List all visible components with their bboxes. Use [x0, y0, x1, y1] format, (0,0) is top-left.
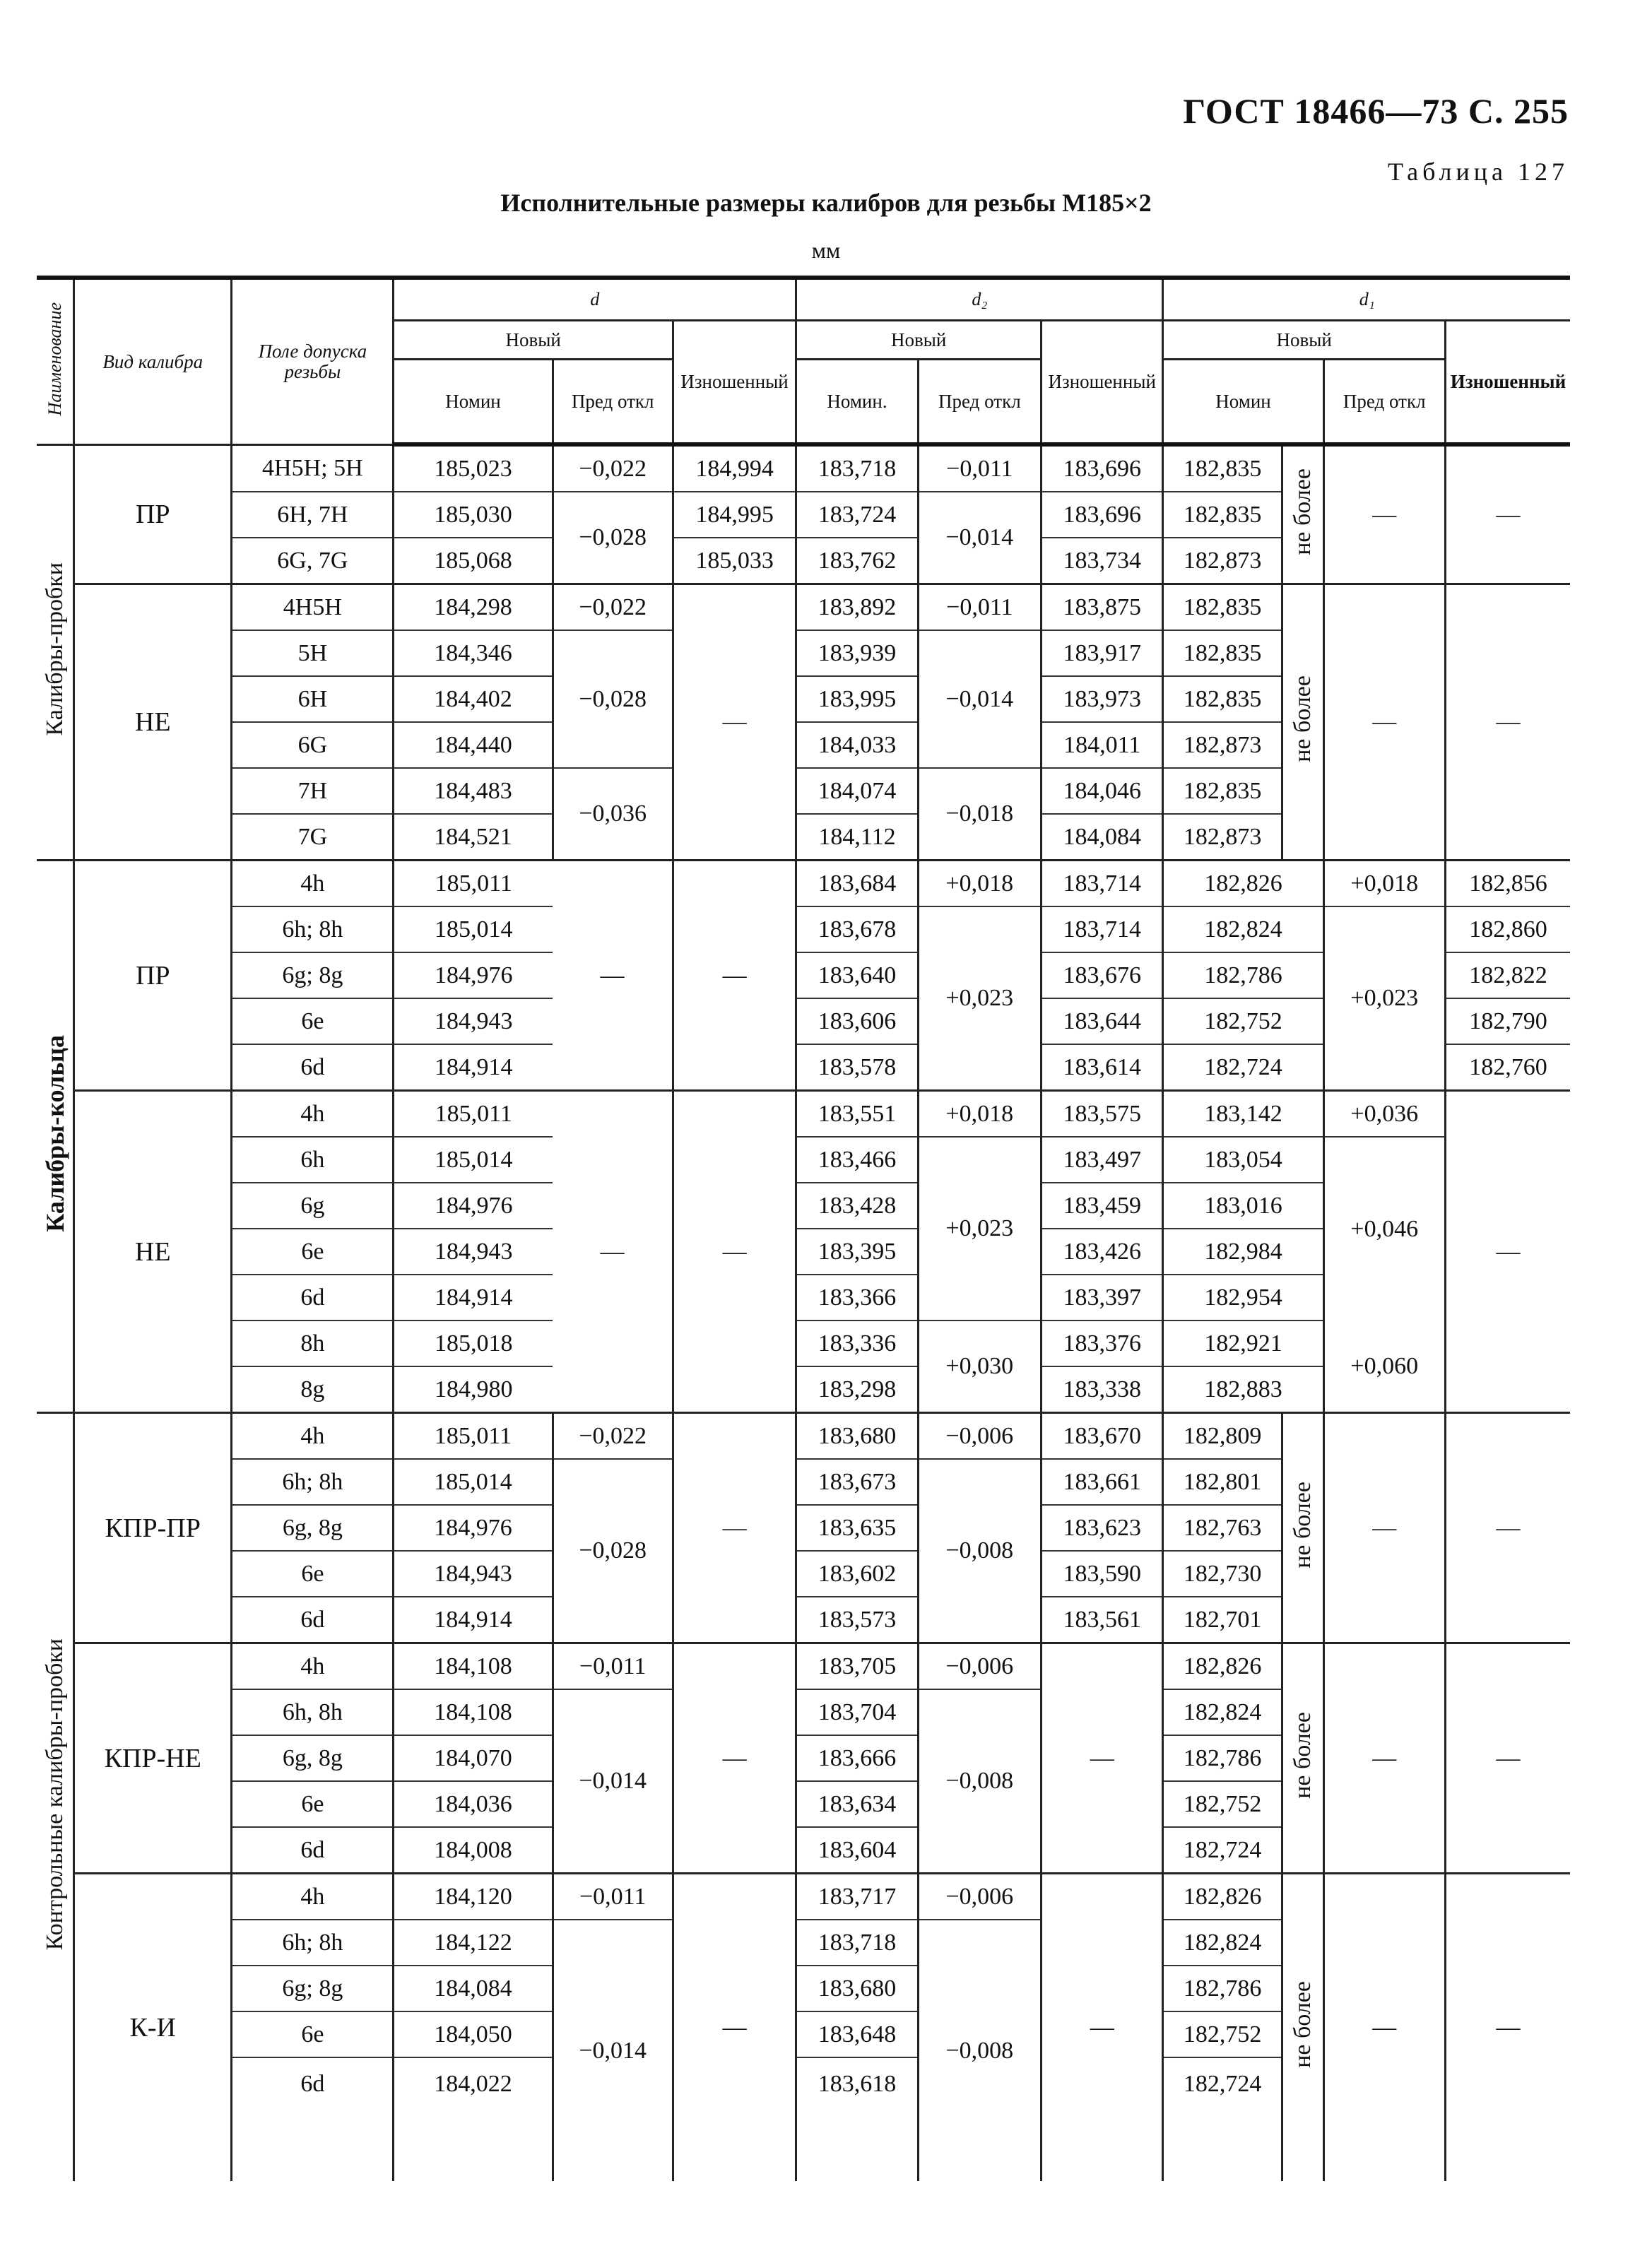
- cell-d2-dev: −0,018: [918, 768, 1041, 861]
- cell-d2-dev: +0,018: [918, 861, 1041, 907]
- cell-d2-dev: +0,023: [918, 906, 1041, 1091]
- cell-d2: 183,634: [796, 1781, 918, 1827]
- cell-field: 6G: [232, 722, 394, 768]
- cell-d2: 183,705: [796, 1643, 918, 1690]
- cell-d-dev: −0,028: [553, 492, 673, 584]
- cell-d: 184,070: [394, 1735, 553, 1781]
- cell-d2-worn: 183,426: [1042, 1229, 1163, 1275]
- cell-field: 6Н, 7Н: [232, 492, 394, 538]
- cell-d2-dev: +0,030: [918, 1320, 1041, 1413]
- cell-field: 4h: [232, 1413, 394, 1460]
- cell-d1: 183,142: [1163, 1091, 1323, 1138]
- cell-d2-worn: 183,590: [1042, 1551, 1163, 1597]
- cell-d2-worn: 183,734: [1042, 538, 1163, 584]
- cell-d-worn: 184,994: [673, 444, 796, 492]
- cell-d1: 182,824: [1163, 1689, 1282, 1735]
- cell-d: 184,483: [394, 768, 553, 814]
- cell-field: 6g, 8g: [232, 1735, 394, 1781]
- cell-d1-dev: —: [1323, 444, 1445, 584]
- cell-d: 184,036: [394, 1781, 553, 1827]
- cell-d1-worn: 182,856: [1445, 861, 1570, 907]
- table-number: Таблица 127: [1388, 158, 1569, 186]
- kind-kpr-pr: КПР-ПР: [74, 1413, 232, 1643]
- cell-field: 8h: [232, 1320, 394, 1366]
- cell-d1: 182,824: [1163, 906, 1323, 952]
- cell-field: 6d: [232, 1275, 394, 1320]
- cell-field: 4h: [232, 1091, 394, 1138]
- cell-d: 184,976: [394, 1183, 553, 1229]
- col-header-d1: d₁: [1163, 278, 1570, 321]
- cell-d2: 183,336: [796, 1320, 918, 1366]
- cell-d2-worn: —: [1042, 1643, 1163, 1874]
- cell-d: 184,914: [394, 1275, 553, 1320]
- cell-d-worn: —: [673, 1413, 796, 1643]
- col-header-d2-new: Новый: [796, 321, 1042, 360]
- cell-field: 6G, 7G: [232, 538, 394, 584]
- col-header-d-new: Новый: [394, 321, 673, 360]
- ne-bolee-label: не более: [1282, 444, 1323, 584]
- cell-d2-worn: —: [1042, 1874, 1163, 2182]
- cell-d: 185,023: [394, 444, 553, 492]
- cell-d: 184,914: [394, 1044, 553, 1091]
- cell-d2: 183,573: [796, 1597, 918, 1643]
- cell-field: 6h; 8h: [232, 1459, 394, 1505]
- cell-field: 6е: [232, 1551, 394, 1597]
- cell-d: 184,022: [394, 2057, 553, 2181]
- cell-d2: 183,606: [796, 998, 918, 1044]
- cell-d: 185,014: [394, 1137, 553, 1183]
- cell-d-dev: —: [553, 1091, 673, 1413]
- table-row: [37, 1137, 1570, 1183]
- cell-d: 184,120: [394, 1874, 553, 1920]
- cell-d2-worn: 183,661: [1042, 1459, 1163, 1505]
- cell-d1: 183,054: [1163, 1137, 1323, 1183]
- cell-d2: 183,640: [796, 952, 918, 998]
- cell-d1: 182,954: [1163, 1275, 1323, 1320]
- cell-d-dev: −0,022: [553, 584, 673, 631]
- cell-d2-dev: +0,018: [918, 1091, 1041, 1138]
- cell-d1: 182,809: [1163, 1413, 1282, 1460]
- cell-d: 184,440: [394, 722, 553, 768]
- cell-d: 184,521: [394, 814, 553, 861]
- cell-d2: 183,298: [796, 1366, 918, 1413]
- cell-field: 6d: [232, 2057, 394, 2181]
- table-row: [37, 1413, 1570, 1460]
- col-header-d2: d₂: [796, 278, 1163, 321]
- cell-field: 7G: [232, 814, 394, 861]
- cell-d2: 183,718: [796, 1920, 918, 1966]
- cell-d2: 184,074: [796, 768, 918, 814]
- cell-d1: 182,835: [1163, 630, 1282, 676]
- table-row: [37, 1320, 1570, 1366]
- cell-d: 184,943: [394, 1229, 553, 1275]
- cell-d: 184,943: [394, 1551, 553, 1597]
- cell-field: 6h; 8h: [232, 1920, 394, 1966]
- cell-d1: 182,786: [1163, 1735, 1282, 1781]
- cell-d2-worn: 184,084: [1042, 814, 1163, 861]
- cell-d2: 183,635: [796, 1505, 918, 1551]
- cell-d1-dev: +0,046: [1323, 1137, 1445, 1320]
- cell-d2-dev: −0,008: [918, 1689, 1041, 1874]
- cell-d1-worn: 182,860: [1445, 906, 1570, 952]
- cell-d2: 183,466: [796, 1137, 918, 1183]
- cell-field: 6d: [232, 1044, 394, 1091]
- cell-d1: 182,752: [1163, 1781, 1282, 1827]
- cell-field: 6g, 8g: [232, 1505, 394, 1551]
- cell-d2-dev: −0,006: [918, 1643, 1041, 1690]
- cell-field: 7Н: [232, 768, 394, 814]
- kind-ne-ring: НЕ: [74, 1091, 232, 1413]
- kind-pr-ring: ПР: [74, 861, 232, 1091]
- cell-d: 184,298: [394, 584, 553, 631]
- kind-k-i: К-И: [74, 1874, 232, 2182]
- cell-d2-worn: 184,046: [1042, 768, 1163, 814]
- cell-field: 4h: [232, 1874, 394, 1920]
- cell-field: 4Н5Н: [232, 584, 394, 631]
- cell-d: 184,402: [394, 676, 553, 722]
- cell-d: 185,030: [394, 492, 553, 538]
- cell-d-dev: —: [553, 861, 673, 1091]
- cell-d-dev: −0,036: [553, 768, 673, 861]
- cell-d2: 183,684: [796, 861, 918, 907]
- cell-d: 184,943: [394, 998, 553, 1044]
- cell-d1: 182,786: [1163, 952, 1323, 998]
- table-row: [37, 444, 1570, 492]
- col-header-d-nominal: Номин: [394, 360, 553, 445]
- cell-d1: 182,826: [1163, 1874, 1282, 1920]
- cell-d-dev: −0,011: [553, 1643, 673, 1690]
- cell-d2-worn: 183,644: [1042, 998, 1163, 1044]
- cell-d2-worn: 183,875: [1042, 584, 1163, 631]
- data-table: [37, 276, 1570, 2181]
- cell-d-dev: −0,011: [553, 1874, 673, 1920]
- cell-d2-dev: −0,011: [918, 584, 1041, 631]
- cell-d1: 182,826: [1163, 861, 1323, 907]
- cell-d1-dev: +0,036: [1323, 1091, 1445, 1138]
- cell-d2: 183,648: [796, 2011, 918, 2057]
- cell-d: 184,976: [394, 1505, 553, 1551]
- cell-d1: 182,752: [1163, 2011, 1282, 2057]
- cell-d2-worn: 183,614: [1042, 1044, 1163, 1091]
- cell-d2-dev: −0,006: [918, 1413, 1041, 1460]
- cell-d1: 182,873: [1163, 538, 1282, 584]
- cell-d1-worn: —: [1445, 1643, 1570, 1874]
- col-header-d1-new: Новый: [1163, 321, 1445, 360]
- cell-d2: 183,673: [796, 1459, 918, 1505]
- cell-d2-worn: 183,397: [1042, 1275, 1163, 1320]
- cell-d2: 183,366: [796, 1275, 918, 1320]
- cell-d2: 183,578: [796, 1044, 918, 1091]
- cell-d1-dev: +0,018: [1323, 861, 1445, 907]
- cell-field: 6h; 8h: [232, 906, 394, 952]
- cell-d2-dev: −0,008: [918, 1459, 1041, 1643]
- cell-d-worn: —: [673, 1643, 796, 1874]
- cell-d1: 182,724: [1163, 1044, 1323, 1091]
- group-label-kontr: Контрольные калибры-пробки: [37, 1413, 74, 2182]
- cell-d2-dev: +0,023: [918, 1137, 1041, 1320]
- cell-field: 6е: [232, 2011, 394, 2057]
- group-label-probki: Калибры-пробки: [37, 444, 74, 861]
- cell-d1: 182,724: [1163, 1827, 1282, 1874]
- cell-d1: 182,835: [1163, 768, 1282, 814]
- cell-d: 185,011: [394, 1091, 553, 1138]
- cell-d: 185,014: [394, 1459, 553, 1505]
- cell-d: 184,346: [394, 630, 553, 676]
- group-label-koltsa: Калибры-кольца: [37, 861, 74, 1413]
- cell-field: 4h: [232, 1643, 394, 1690]
- cell-d2-worn: 183,670: [1042, 1413, 1163, 1460]
- kind-kpr-ne: КПР-НЕ: [74, 1643, 232, 1874]
- cell-d-worn: —: [673, 1091, 796, 1413]
- cell-d-worn: 184,995: [673, 492, 796, 538]
- cell-d2-dev: −0,006: [918, 1874, 1041, 1920]
- table-row: [37, 1643, 1570, 1690]
- cell-d2: 183,939: [796, 630, 918, 676]
- cell-d2: 183,995: [796, 676, 918, 722]
- cell-field: 6е: [232, 1781, 394, 1827]
- cell-d2-worn: 183,696: [1042, 492, 1163, 538]
- cell-d: 184,122: [394, 1920, 553, 1966]
- ne-bolee-label: не более: [1282, 1874, 1323, 2182]
- cell-d: 184,980: [394, 1366, 553, 1413]
- cell-field: 6d: [232, 1827, 394, 1874]
- cell-d1: 182,786: [1163, 1966, 1282, 2011]
- cell-d2-worn: 183,696: [1042, 444, 1163, 492]
- gauge-dimensions-table: [37, 276, 1570, 2169]
- cell-d1-worn: —: [1445, 584, 1570, 861]
- cell-d2-worn: 183,714: [1042, 861, 1163, 907]
- cell-d2: 183,678: [796, 906, 918, 952]
- ne-bolee-label: не более: [1282, 584, 1323, 861]
- cell-d2: 184,033: [796, 722, 918, 768]
- cell-d: 185,018: [394, 1320, 553, 1366]
- cell-d2-worn: 184,011: [1042, 722, 1163, 768]
- cell-d1: 182,873: [1163, 814, 1282, 861]
- cell-d1: 182,763: [1163, 1505, 1282, 1551]
- cell-d: 185,011: [394, 861, 553, 907]
- cell-d2: 183,666: [796, 1735, 918, 1781]
- cell-d1: 182,921: [1163, 1320, 1323, 1366]
- col-header-d1-dev: Пред откл: [1323, 360, 1445, 445]
- cell-d1-dev: +0,060: [1323, 1320, 1445, 1413]
- cell-d-dev: −0,022: [553, 1413, 673, 1460]
- cell-d2-worn: 183,459: [1042, 1183, 1163, 1229]
- cell-field: 8g: [232, 1366, 394, 1413]
- cell-field: 4h: [232, 861, 394, 907]
- cell-d1: 182,826: [1163, 1643, 1282, 1690]
- cell-d2: 183,762: [796, 538, 918, 584]
- cell-d2-worn: 183,623: [1042, 1505, 1163, 1551]
- table-row: [37, 861, 1570, 907]
- col-header-d1-nominal: Номин: [1163, 360, 1323, 445]
- cell-d-dev: −0,022: [553, 444, 673, 492]
- table-row: [37, 584, 1570, 631]
- cell-d1: 182,835: [1163, 676, 1282, 722]
- cell-d2-dev: −0,014: [918, 630, 1041, 768]
- table-row: [37, 1091, 1570, 1138]
- col-header-d-dev: Пред откл: [553, 360, 673, 445]
- cell-d-worn: 185,033: [673, 538, 796, 584]
- cell-d1: 182,801: [1163, 1459, 1282, 1505]
- table-row: [37, 906, 1570, 952]
- cell-d: 185,068: [394, 538, 553, 584]
- cell-field: 6h: [232, 1137, 394, 1183]
- cell-d2-worn: 183,575: [1042, 1091, 1163, 1138]
- cell-d2-worn: 183,973: [1042, 676, 1163, 722]
- cell-d1: 183,016: [1163, 1183, 1323, 1229]
- cell-d1: 182,835: [1163, 444, 1282, 492]
- cell-d1: 182,873: [1163, 722, 1282, 768]
- ne-bolee-label: не более: [1282, 1413, 1323, 1643]
- col-header-name: Наименование: [37, 278, 74, 444]
- cell-d2: 183,717: [796, 1874, 918, 1920]
- cell-d1-worn: 182,760: [1445, 1044, 1570, 1091]
- cell-d-dev: −0,028: [553, 1459, 673, 1643]
- cell-d2-worn: 183,561: [1042, 1597, 1163, 1643]
- cell-d1: 182,824: [1163, 1920, 1282, 1966]
- cell-d-dev: −0,028: [553, 630, 673, 768]
- cell-field: 6g; 8g: [232, 952, 394, 998]
- col-header-d2-dev: Пред откл: [918, 360, 1041, 445]
- cell-d1: 182,724: [1183, 2071, 1262, 2097]
- cell-d2: 183,680: [796, 1966, 918, 2011]
- cell-field: 6е: [232, 998, 394, 1044]
- cell-d1-worn: 182,790: [1445, 998, 1570, 1044]
- cell-d2: 183,724: [796, 492, 918, 538]
- col-header-d2-nominal: Номин.: [796, 360, 918, 445]
- cell-d-worn: —: [673, 1874, 796, 2182]
- cell-d2: 183,718: [796, 444, 918, 492]
- cell-d: 184,108: [394, 1643, 553, 1690]
- cell-d1-dev: —: [1323, 1643, 1445, 1874]
- cell-d1-worn: —: [1496, 2014, 1521, 2040]
- cell-d: 184,108: [394, 1689, 553, 1735]
- cell-d2-worn: 183,714: [1042, 906, 1163, 952]
- cell-d2-dev: −0,011: [918, 444, 1041, 492]
- cell-d2-worn: 183,376: [1042, 1320, 1163, 1366]
- cell-d1: 182,883: [1163, 1366, 1323, 1413]
- cell-d2: 183,602: [796, 1551, 918, 1597]
- document-header: ГОСТ 18466—73 С. 255: [1183, 91, 1569, 131]
- cell-d1-worn: —: [1445, 1091, 1570, 1413]
- cell-d1-dev: —: [1323, 1413, 1445, 1643]
- col-header-kind: Вид калибра: [74, 278, 232, 444]
- kind-pr: ПР: [74, 444, 232, 584]
- cell-d1-dev: —: [1323, 584, 1445, 861]
- col-header-d2-worn: Изношенный: [1042, 321, 1163, 445]
- col-header-field: Поле допуска резьбы: [232, 278, 394, 444]
- cell-d2: 183,892: [796, 584, 918, 631]
- cell-d-worn: —: [673, 584, 796, 861]
- cell-d1: 182,835: [1163, 492, 1282, 538]
- col-header-d: d: [394, 278, 796, 321]
- cell-d2: 183,428: [796, 1183, 918, 1229]
- cell-d2: 183,604: [796, 1827, 918, 1874]
- cell-field: 6е: [232, 1229, 394, 1275]
- cell-d2-worn: 183,676: [1042, 952, 1163, 998]
- cell-d2: 184,112: [796, 814, 918, 861]
- table-row: [37, 1874, 1570, 1920]
- cell-d1-worn: —: [1445, 444, 1570, 584]
- cell-d1: 182,835: [1163, 584, 1282, 631]
- unit-label: мм: [811, 237, 841, 263]
- cell-field: 6d: [232, 1597, 394, 1643]
- cell-field: 4Н5Н; 5Н: [232, 444, 394, 492]
- cell-d1: 182,701: [1163, 1597, 1282, 1643]
- cell-d2: 183,680: [796, 1413, 918, 1460]
- cell-d2-worn: 183,338: [1042, 1366, 1163, 1413]
- cell-d1-worn: 182,822: [1445, 952, 1570, 998]
- cell-d2-worn: 183,917: [1042, 630, 1163, 676]
- cell-d2: 183,618: [796, 2057, 918, 2181]
- cell-field: 6g; 8g: [232, 1966, 394, 2011]
- cell-d1-dev: —: [1323, 1874, 1445, 2182]
- cell-d1: 182,984: [1163, 1229, 1323, 1275]
- kind-ne: НЕ: [74, 584, 232, 861]
- cell-field: 6h, 8h: [232, 1689, 394, 1735]
- cell-d: 185,014: [394, 906, 553, 952]
- ne-bolee-label: не более: [1282, 1643, 1323, 1874]
- cell-d-dev: −0,014: [553, 1689, 673, 1874]
- cell-d: 184,008: [394, 1827, 553, 1874]
- cell-d2-worn: 183,497: [1042, 1137, 1163, 1183]
- table-title: Исполнительные размеры калибров для резьбы М185×2: [500, 189, 1152, 217]
- cell-d: 184,084: [394, 1966, 553, 2011]
- cell-d: 184,976: [394, 952, 553, 998]
- cell-d-worn: —: [673, 861, 796, 1091]
- cell-d2: 183,395: [796, 1229, 918, 1275]
- cell-d2-dev: −0,014: [918, 492, 1041, 584]
- cell-field: 6g: [232, 1183, 394, 1229]
- cell-d2: 183,551: [796, 1091, 918, 1138]
- cell-d-dev: −0,014: [553, 1920, 673, 2181]
- cell-field: 5Н: [232, 630, 394, 676]
- col-header-d1-worn: Изношенный: [1445, 321, 1570, 445]
- cell-field: 6Н: [232, 676, 394, 722]
- cell-d: 184,050: [394, 2011, 553, 2057]
- cell-d1: 182,730: [1163, 1551, 1282, 1597]
- cell-d1: 182,752: [1163, 998, 1323, 1044]
- cell-d: 184,914: [394, 1597, 553, 1643]
- col-header-d-worn: Изношенный: [673, 321, 796, 445]
- cell-d: 185,011: [394, 1413, 553, 1460]
- cell-d2: 183,704: [796, 1689, 918, 1735]
- cell-d1-dev: +0,023: [1323, 906, 1445, 1091]
- cell-d2-dev: −0,008: [918, 1920, 1041, 2181]
- cell-d1-worn: —: [1445, 1413, 1570, 1643]
